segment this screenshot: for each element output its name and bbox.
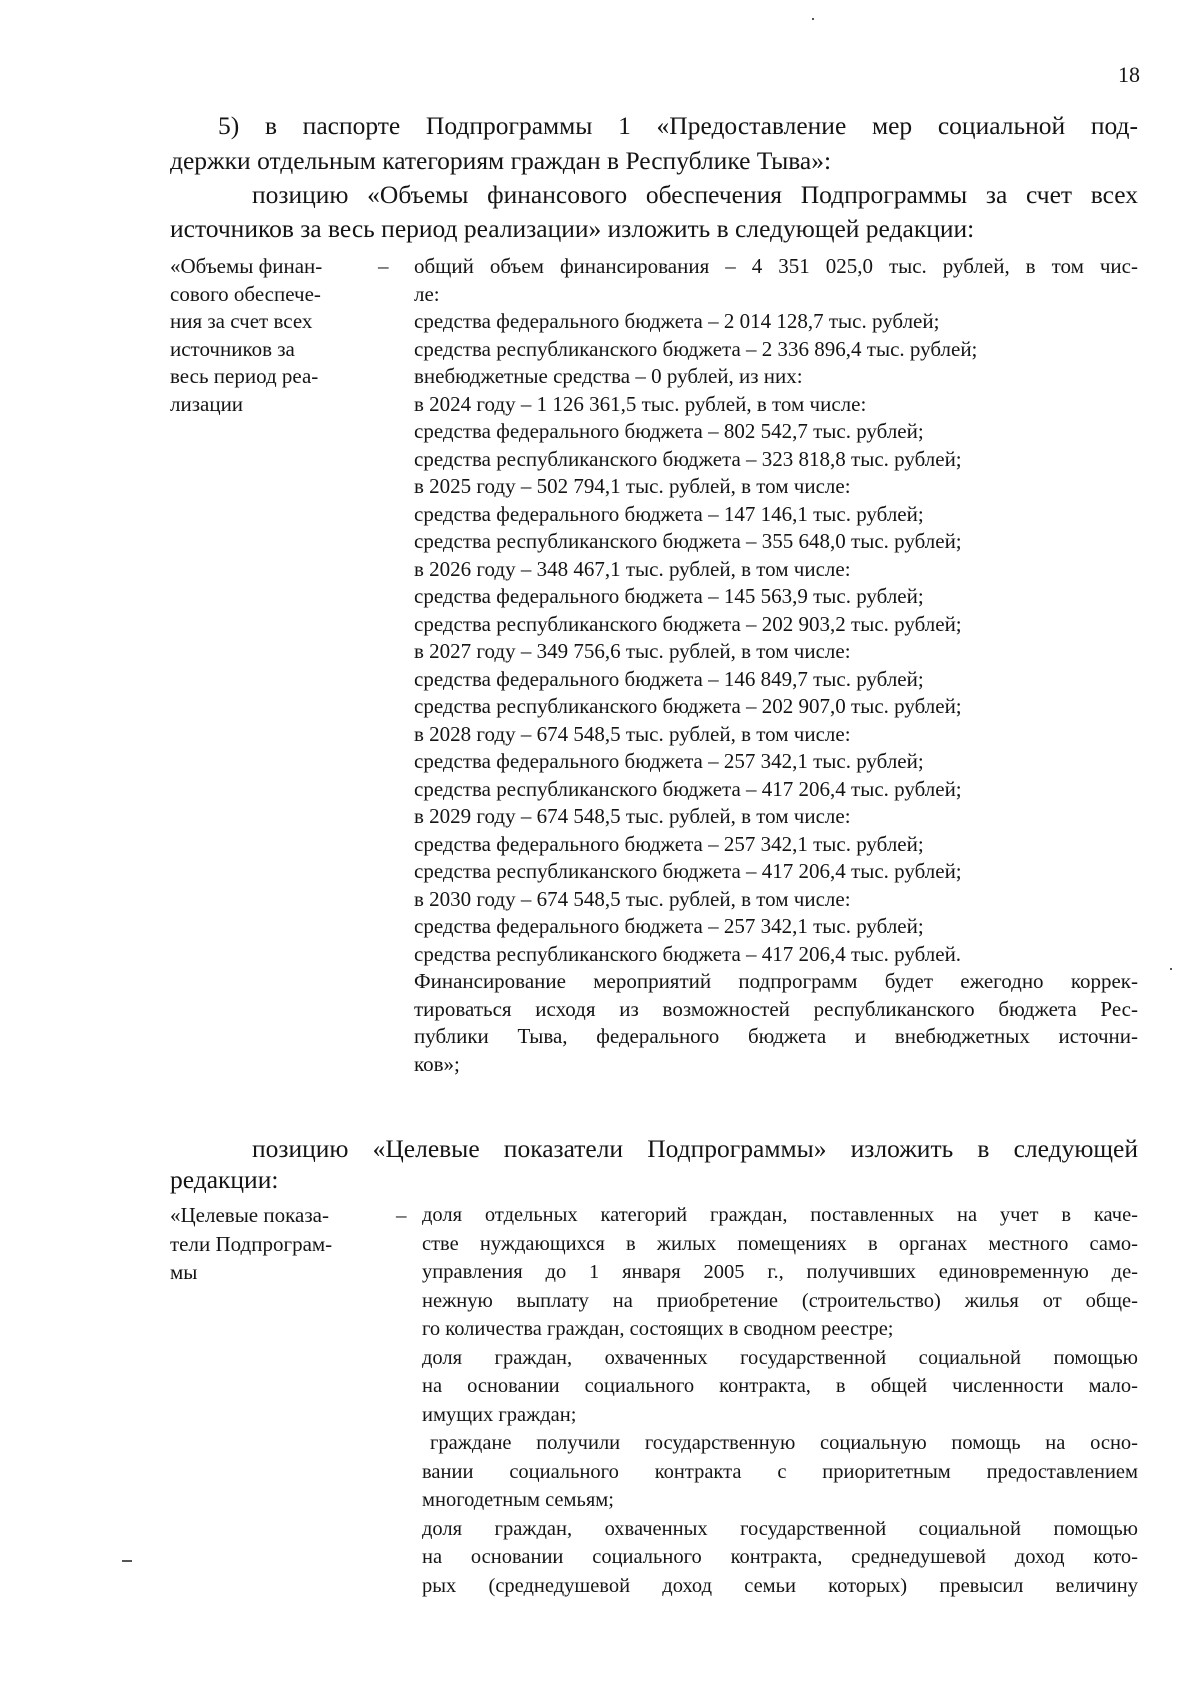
funding-volume-dash: –	[378, 254, 389, 278]
funding-line: в 2030 году – 674 548,5 тыс. рублей, в том числе:	[414, 886, 851, 911]
funding-line: средства республиканского бюджета – 355 648,0 тыс. рублей;	[414, 529, 962, 553]
funding-line: публики Тыва, федерального бюджета и внебюджетных источни-	[414, 1024, 1138, 1048]
section1-heading-line-2: источников за весь период реализации» изложить в следующей редакции:	[170, 214, 975, 243]
indicator-line: нежную выплату на приобретение (строительство) жилья от обще-	[422, 1289, 1138, 1312]
scan-mark	[1170, 968, 1172, 970]
funding-line: средства республиканского бюджета – 417 206,4 тыс. рублей.	[414, 941, 962, 966]
funding-line: средства федерального бюджета – 257 342,1 тыс. рублей;	[414, 831, 924, 856]
funding-line: ле:	[414, 281, 440, 306]
funding-volume-text	[414, 253, 1138, 1078]
funding-line: средства федерального бюджета – 257 342,1 тыс. рублей;	[414, 914, 924, 938]
indicator-line: доля отдельных категорий граждан, поставленных на учет в каче-	[422, 1204, 1138, 1226]
funding-line: в 2028 году – 674 548,5 тыс. рублей, в том числе:	[414, 721, 851, 746]
funding-line: внебюджетные средства – 0 рублей, из них:	[414, 364, 803, 388]
funding-line: общий объем финансирования – 4 351 025,0 тыс. рублей, в том чис-	[414, 254, 1138, 278]
indicator-line: го количества граждан, состоящих в сводном реестре;	[422, 1318, 894, 1340]
scan-mark	[122, 1560, 132, 1562]
intro-line-1: 5) в паспорте Подпрограммы 1 «Предоставление мер социальной под-	[218, 111, 1138, 140]
indicator-line: вании социального контракта с приоритетным предоставлением	[422, 1460, 1138, 1483]
funding-line: средства республиканского бюджета – 417 206,4 тыс. рублей;	[414, 776, 962, 801]
funding-line: Финансирование мероприятий подпрограмм будет ежегодно коррек-	[414, 969, 1138, 993]
funding-line: в 2026 году – 348 467,1 тыс. рублей, в том числе:	[414, 556, 851, 581]
indicator-line: имущих граждан;	[422, 1403, 577, 1426]
indicator-line: многодетным семьям;	[422, 1489, 614, 1511]
section1-heading-line-1: позицию «Объемы финансового обеспечения Подпрограммы за счет всех	[252, 180, 1138, 209]
target-indicators-dash: –	[396, 1203, 407, 1227]
indicator-line: доля граждан, охваченных государственной социальной помощью	[422, 1517, 1138, 1540]
section2-heading-line-2: редакции:	[170, 1165, 279, 1194]
indicator-line: на основании социального контракта, в общей численности мало-	[422, 1375, 1138, 1397]
indicator-line: на основании социального контракта, среднедушевой доход кото-	[422, 1546, 1138, 1568]
funding-line: средства республиканского бюджета – 2 336 896,4 тыс. рублей;	[414, 336, 978, 361]
funding-line: средства республиканского бюджета – 417 206,4 тыс. рублей;	[414, 859, 962, 883]
page-number: 18	[1118, 62, 1140, 87]
funding-line: средства федерального бюджета – 802 542,7 тыс. рублей;	[414, 419, 924, 443]
indicator-line: управления до 1 января 2005 г., получивших единовременную де-	[422, 1261, 1138, 1283]
funding-line: в 2025 году – 502 794,1 тыс. рублей, в том числе:	[414, 474, 851, 498]
funding-volume-label: «Объемы финан- сового обеспече- ния за счет всех источников за весь период реа- лизации	[170, 254, 323, 416]
funding-line: в 2024 году – 1 126 361,5 тыс. рублей, в том числе:	[414, 391, 867, 416]
funding-line: средства республиканского бюджета – 323 818,8 тыс. рублей;	[414, 446, 962, 471]
funding-line: ков»;	[414, 1051, 460, 1076]
section2-heading-line-1: позицию «Целевые показатели Подпрограммы» изложить в следующей	[252, 1134, 1138, 1163]
funding-line: средства федерального бюджета – 147 146,1 тыс. рублей;	[414, 501, 924, 526]
target-indicators-label: «Целевые показа- тели Подпрограм- мы	[170, 1203, 333, 1284]
indicator-line: граждане получили государственную социальную помощь на осно-	[430, 1432, 1138, 1454]
target-indicators-text	[422, 1201, 1138, 1600]
funding-line: средства федерального бюджета – 2 014 128,7 тыс. рублей;	[414, 309, 940, 333]
indicator-line: рых (среднедушевой доход семьи которых) превысил величину	[422, 1574, 1138, 1597]
funding-line: средства федерального бюджета – 145 563,9 тыс. рублей;	[414, 584, 924, 608]
funding-line: средства республиканского бюджета – 202 907,0 тыс. рублей;	[414, 694, 962, 718]
funding-line: средства федерального бюджета – 146 849,7 тыс. рублей;	[414, 666, 924, 691]
indicator-line: доля граждан, охваченных государственной социальной помощью	[422, 1346, 1138, 1369]
funding-line: в 2029 году – 674 548,5 тыс. рублей, в том числе:	[414, 804, 851, 828]
funding-line: средства республиканского бюджета – 202 903,2 тыс. рублей;	[414, 611, 962, 636]
funding-line: тироваться исходя из возможностей республиканского бюджета Рес-	[414, 996, 1138, 1021]
intro-line-2: держки отдельным категориям граждан в Республике Тыва»:	[170, 146, 832, 175]
funding-line: в 2027 году – 349 756,6 тыс. рублей, в том числе:	[414, 639, 851, 663]
scan-mark	[812, 18, 814, 20]
indicator-line: стве нуждающихся в жилых помещениях в органах местного само-	[422, 1232, 1138, 1255]
funding-line: средства федерального бюджета – 257 342,1 тыс. рублей;	[414, 749, 924, 773]
